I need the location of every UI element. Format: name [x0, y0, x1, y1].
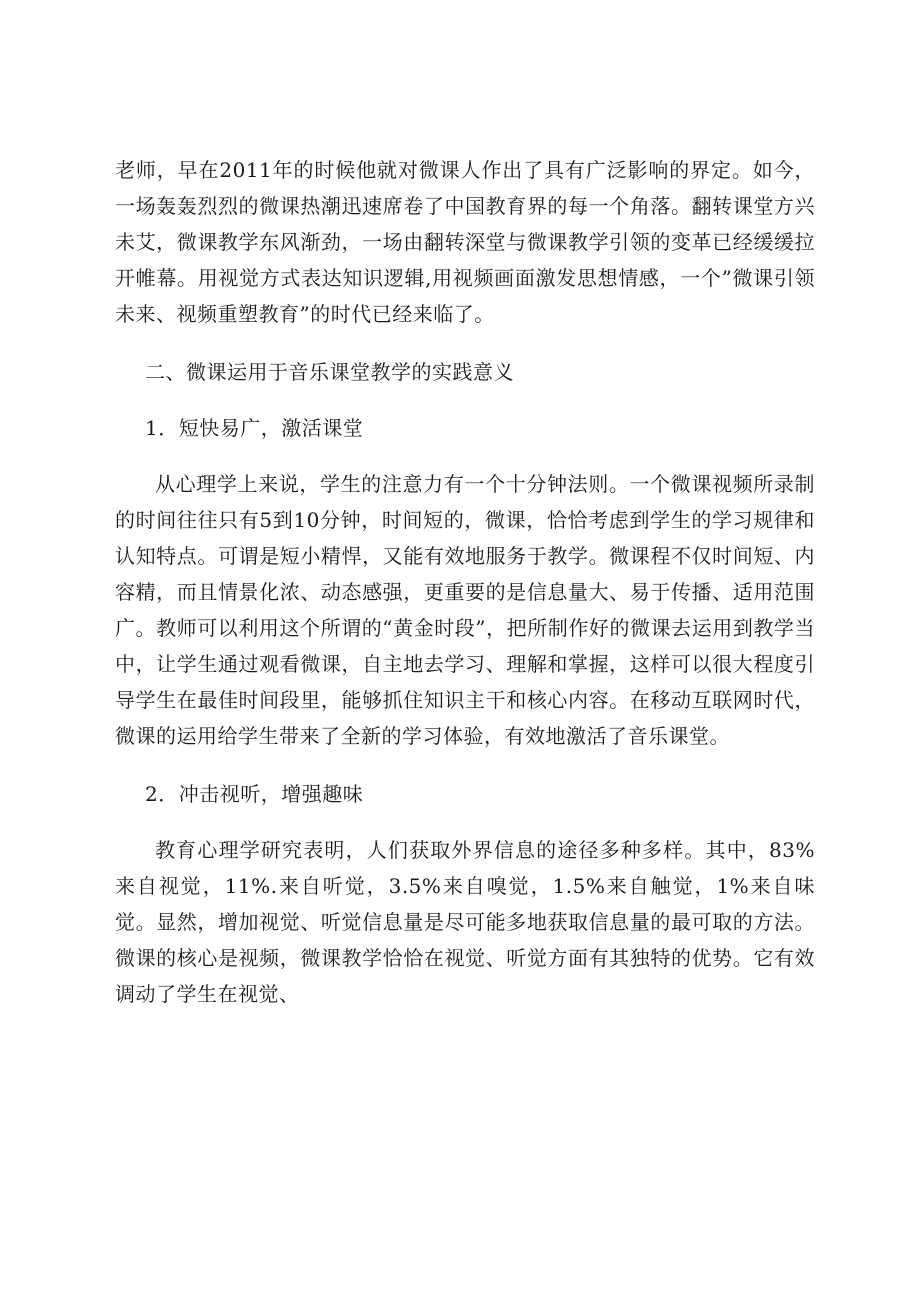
subsection-heading-2: 2．冲击视听，增强趣味: [145, 782, 364, 806]
intro-paragraph: 老师，早在2011年的时候他就对微课人作出了具有广泛影响的界定。如今，一场轰轰烈烈的微课热潮迅速席卷了中国教育界的每一个角落。翻转课堂方兴未艾，微课教学东风渐劲，一场由翻转深堂与微课教学引领的变革已经缓缓拉开帷幕。用视觉方式表达知识逻辑,用视频画面激发思想情感，一个”微课引领未来、视频重塑教育”的时代已经来临了。: [115, 158, 815, 326]
spacer: [115, 390, 815, 410]
spacer: [115, 812, 815, 832]
section-heading: 二、微课运用于音乐课堂教学的实践意义: [145, 360, 514, 384]
spacer: [115, 754, 815, 776]
document-body: [115, 152, 815, 1012]
subsection-body-2: 教育心理学研究表明，人们获取外界信息的途径多种多样。其中，83%来自视觉，11%.来自听觉，3.5%来自嗅觉，1.5%来自触觉，1%来自味觉。显然，增加视觉、听觉信息量是尽可能多地获取信息量的最可取的方法。微课的核心是视频，微课教学恰恰在视觉、听觉方面有其独特的优势。它有效调动了学生在视觉、: [115, 838, 815, 1006]
spacer: [115, 446, 815, 466]
subsection-heading-1: 1．短快易广，激活课堂: [145, 416, 364, 440]
spacer: [115, 332, 815, 354]
subsection-body-1: 从心理学上来说，学生的注意力有一个十分钟法则。一个微课视频所录制的时间往往只有5到10分钟，时间短的，微课，恰恰考虑到学生的学习规律和认知特点。可谓是短小精悍，又能有效地服务于教学。微课程不仅时间短、内容精，而且情景化浓、动态感强，更重要的是信息量大、易于传播、适用范围广。教师可以利用这个所谓的“黄金时段”，把所制作好的微课去运用到教学当中，让学生通过观看微课，自主地去学习、理解和掌握，这样可以很大程度引导学生在最佳时间段里，能够抓住知识主干和核心内容。在移动互联网时代，微课的运用给学生带来了全新的学习体验，有效地激活了音乐课堂。: [115, 472, 815, 748]
